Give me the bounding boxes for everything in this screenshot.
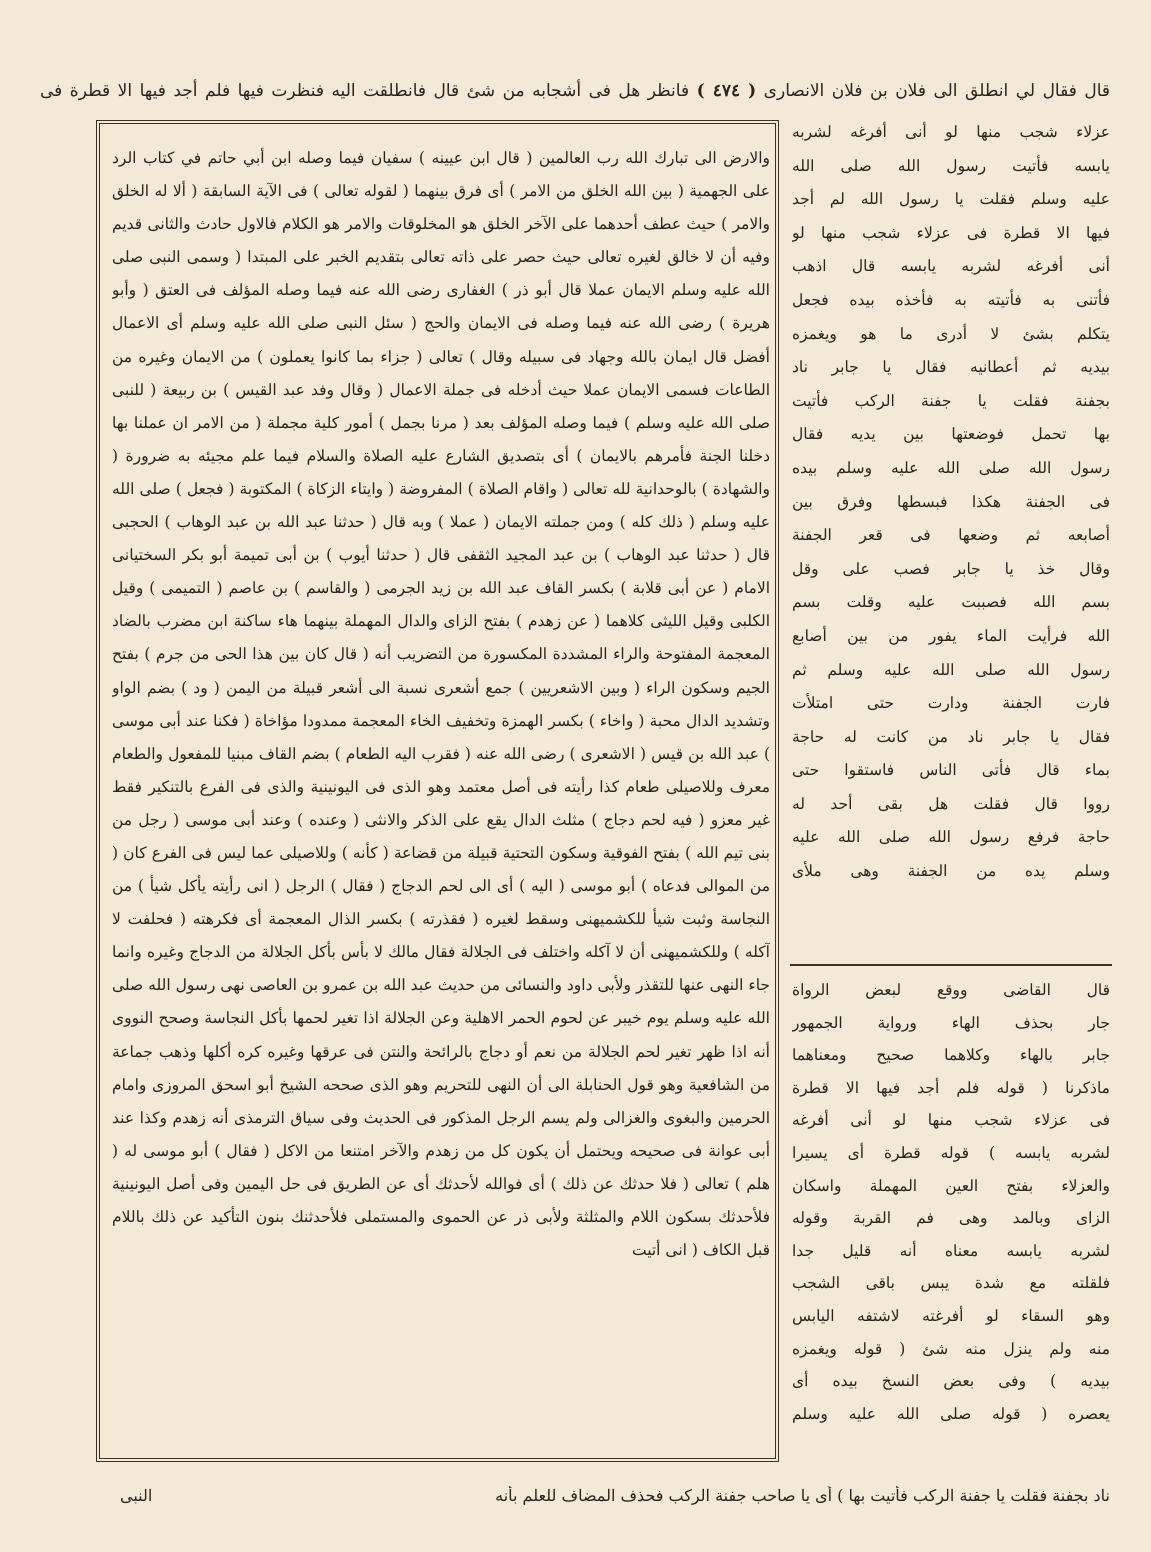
margin-bottom-line: منه ولم ينزل منه شئ ( قوله ويغمزه [792, 1339, 1110, 1358]
margin-top-line: الله فرأيت الماء يفور من بين أصابع [792, 626, 1110, 645]
margin-commentary-top [792, 116, 1110, 956]
margin-top-line: رسول الله صلى الله عليه وسلم بيده [792, 458, 1110, 477]
margin-bottom-line: فى عزلاء شجب منها لو أنى أفرغه [792, 1111, 1110, 1130]
margin-bottom-line: بيديه ) وفى بعض النسخ بيده أى [792, 1372, 1110, 1391]
margin-top-line: فأتنى به فأتيته به فأخذه بيده فجعل [792, 290, 1110, 309]
margin-bottom-line: والعزلاء بفتح العين المهملة واسكان [792, 1176, 1110, 1195]
margin-top-line: وقال خذ يا جابر فصب على وقل [792, 559, 1110, 578]
margin-top-line: وسلم يده من الجفنة وهى ملأى [792, 862, 1110, 881]
margin-bottom-line: يعصره ( قوله صلى الله عليه وسلم [792, 1404, 1110, 1423]
catchword: النبى [120, 1486, 153, 1505]
margin-top-line: يتكلم بشئ لا أدرى ما هو ويغمزه [792, 324, 1110, 343]
page-number: ( ٤٧٤ ) [696, 81, 757, 101]
main-text-body: والارض الى تبارك الله رب العالمين ( قال ابن عيينه ) سفيان فيما وصله ابن أبي حاتم في كتاب الرد على الجهمية ( بين الله الخلق من الامر ) أى فرق بينهما ( لقوله تعالى ) فى الآية السابقة ( ألا له الخلق والامر ) حيث عطف أحدهما على الآخر الخلق هو المخلوقات والامر هو الكلام فالاول حادث والثانى قديم وفيه أن لا خالق لغيره تعالى حيث حصر على ذاته تعالى بتقديم الخبر على المبتدا ( وسمى النبى صلى الله عليه وسلم الايمان عملا قال أبو ذر ) الغفارى رضى الله عنه فيما وصله المؤلف فى العتق ( وأبو هريرة ) رضى الله عنه فيما وصله فى الايمان والحج ( سئل النبى صلى الله عليه وسلم أى الاعمال أفضل قال ايمان بالله وجهاد فى سبيله وقال ) تعالى ( جزاء بما كانوا يعملون ) من الايمان وغيره من الطاعات فسمى الايمان عملا حيث أدخله فى جملة الاعمال ( وقال وفد عبد القيس ) بن ربيعة ( للنبى صلى الله عليه وسلم ) فيما وصله المؤلف بعد ( مرنا بجمل ) أمور كلية مجملة ( من الامر ان عملنا بها دخلنا الجنة فأمرهم بالايمان ) أى بتصديق الشارع عليه الصلاة والسلام فيما علم مجيئه به ضرورة ( والشهادة ) بالوحدانية لله تعالى ( واقام الصلاة ) المفروضة ( وايتاء الزكاة ) المكتوبة ( فجعل ) صلى الله عليه وسلم ( ذلك كله ) ومن جملته الايمان ( عملا ) وبه قال ( حدثنا عبد الله بن عبد الوهاب ) الحجبى قال ( حدثنا عبد الوهاب ) بن عبد المجيد الثقفى قال ( حدثنا أيوب ) بن أبى تميمة أبو بكر السختيانى الامام ( عن أبى قلابة ) بكسر القاف عبد الله بن زيد الجرمى ( والقاسم ) بن عاصم ( التميمى ) وقيل الكلبى وقيل الليثى كلاهما ( عن زهدم ) بفتح الزاى والدال المهملة بينهما هاء ساكنة ابن مضرب بالضاد المعجمة المفتوحة والراء المشددة المكسورة من التضريب أنه ( قال كان بين هذا الحى من جرم ) بفتح الجيم وسكون الراء ( وبين الاشعريين ) جمع أشعرى نسبة الى أشعر قبيلة من اليمن ( ود ) بضم الواو وتشديد الدال محبة ( واخاء ) بكسر الهمزة وتخفيف الخاء المعجمة ممدودا مؤاخاة ( فكنا عند أبى موسى ) عبد الله بن قيس ( الاشعرى ) رضى الله عنه ( فقرب اليه الطعام ) بضم القاف مبنيا للمفعول والطعام معرف وللاصيلى طعام كذا رأيته فى أصل معتمد وهو الذى فى اليونينية والذى فى الفرع بالتنكير فقط غير معزو ( فيه لحم دجاج ) مثلث الدال يقع على الذكر والانثى ( وعنده ) وعند أبى موسى ( رجل من بنى تيم الله ) بفتح الفوقية وسكون التحتية قبيلة من قضاعة ( كأنه ) وللاصيلى عما ليس فى الفرع كان ( من الموالى فدعاه ) أبو موسى ( اليه ) أى الى لحم الدجاج ( فقال ) الرجل ( انى رأيته يأكل شيأ ) من النجاسة وثبت شيأ للكشميهنى وسقط لغيره ( فقذرته ) بكسر الذال المعجمة أى فكرهته ( فحلفت لا آكله ) وللكشميهنى أن لا آكله واختلف فى الجلالة فقال مالك لا بأس بأكل الجلالة من الدجاج وغيره وانما جاء النهى عنها للتقذر ولأبى داود والنسائى من حديث عبد الله بن عمرو بن العاصى نهى رسول الله صلى الله عليه وسلم يوم خيبر عن لحوم الحمر الاهلية وعن الجلالة اذا تغير لحمها بأكل النجاسة وصحح النووى أنه اذا ظهر تغير لحم الجلالة من نعم أو دجاج بالرائحة والنتن فى عرقها وغيره كره أكلها وذهب جماعة من الشافعية وهو قول الحنابلة الى أن النهى للتحريم وهو الذى صححه الشيخ أبو اسحق المروزى وامام الحرمين والبغوى والغزالى ولم يسم الرجل المذكور فى الحديث وفى سياق الترمذى أنه زهدم وكذا عند أبى عوانة فى صحيحه ويحتمل أن يكون كل من زهدم والآخر امتنعا من الاكل ( فقال ) أبو موسى له ( هلم ) تعالى ( فلا حدثك عن ذلك ) أى فوالله لأحدثك أى عن الطريق فى حل اليمين وفى أصل اليونينية فلأحدثك بسكون اللام والمثلثة ولأبى ذر عن الحموى والمستملى فلأحدثنك بنون التأكيد عن ذلك باللام قبل الكاف ( انى أتيت [112, 149, 770, 1260]
margin-bottom-line: قال القاضى ووقع لبعض الرواة [792, 981, 1110, 999]
margin-top-line: فارت الجفنة ودارت حتى امتلأت [792, 694, 1110, 713]
margin-commentary-bottom [792, 974, 1110, 1464]
margin-top-line: بماء قال فأتى الناس فاستقوا حتى [792, 761, 1110, 780]
margin-top-line: فقال يا جابر ناد من كانت له حاجة [792, 727, 1110, 746]
margin-top-line: حاجة فرفع رسول الله صلى الله عليه [792, 828, 1110, 847]
footer-commentary-line: ناد بجفنة فقلت يا جفنة الركب فأتيت بها ) أى يا صاحب جفنة الركب فحذف المضاف للعلم بأنه [495, 1486, 1110, 1505]
margin-bottom-line: لشربه يابسه معناه أنه قليل جدا [792, 1241, 1110, 1260]
margin-top-line: بها تحمل فوضعتها بين يديه فقال [792, 425, 1110, 444]
margin-top-line: فى الجفنة هكذا فبسطها وفرق بين [792, 492, 1110, 511]
header-text-left: فانظر هل فى أشجابه من شئ قال فانطلقت اليه فنظرت فيها فلم أجد فيها الا قطرة فى [40, 81, 690, 101]
margin-top-line: بجفنة فقلت يا جفنة الركب فأتيت [792, 391, 1110, 410]
margin-bottom-line: الزاى وبالمد وهى فم القربة وقوله [792, 1209, 1110, 1228]
margin-bottom-line: ماذكرنا ( قوله فلم أجد فيها الا قطرة [792, 1078, 1110, 1097]
margin-top-line: عزلاء شجب منها لو أنى أفرغه لشربه [792, 123, 1110, 141]
margin-top-line: عليه وسلم فقلت يا رسول الله لم أجد [792, 190, 1110, 209]
margin-top-line: رسول الله صلى الله عليه وسلم ثم [792, 660, 1110, 679]
margin-bottom-line: فلقلته مع شدة يبس باقى الشجب [792, 1274, 1110, 1293]
margin-top-line: رووا قال فقلت هل بقى أحد له [792, 794, 1110, 813]
margin-bottom-line: وهو السقاء لو أفرغته لاشتفه اليابس [792, 1306, 1110, 1325]
margin-bottom-line: جابر بالهاء وكلاهما صحيح ومعناهما [792, 1046, 1110, 1065]
margin-top-line: أصابعه ثم وضعها فى قعر الجفنة [792, 526, 1110, 545]
margin-top-line: أنى أفرغه لشربه يابسه قال اذهب [792, 257, 1110, 276]
margin-top-line: فيها الا قطرة فى عزلاء شجب منها لو [792, 223, 1110, 242]
main-text-block [112, 142, 770, 1458]
header-text-right: قال فقال لي انطلق الى فلان بن فلان الانصارى [763, 81, 1110, 101]
margin-top-line: بيديه ثم أعطانيه فقال يا جابر ناد [792, 358, 1110, 377]
margin-bottom-line: جار بحذف الهاء ورواية الجمهور [792, 1013, 1110, 1032]
header-line [40, 78, 1110, 104]
margin-bottom-line: لشربه يابسه ) قوله قطرة أى يسيرا [792, 1143, 1110, 1162]
margin-top-line: يابسه فأتيت رسول الله صلى الله [792, 156, 1110, 175]
margin-divider [790, 964, 1112, 966]
margin-top-line: بسم الله فصببت عليه وقلت بسم [792, 593, 1110, 612]
